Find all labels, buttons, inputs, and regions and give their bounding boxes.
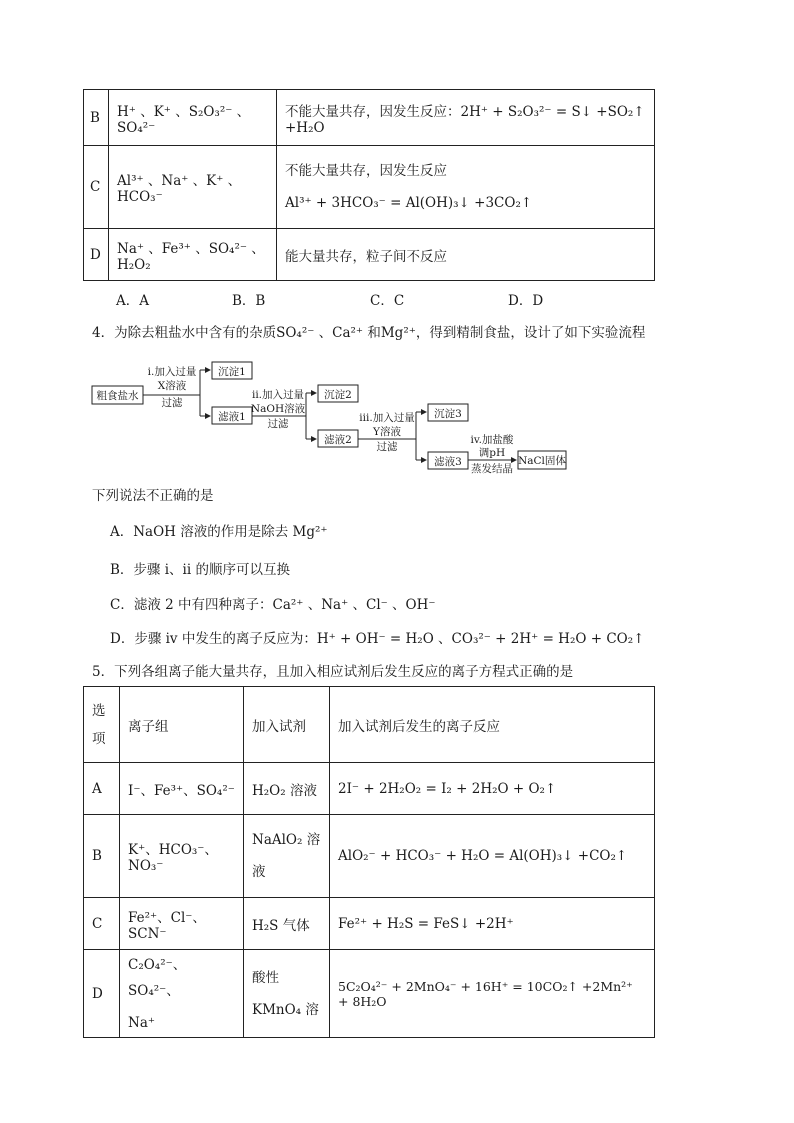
ion-group: K⁺、HCO₃⁻、NO₃⁻	[120, 815, 244, 898]
q4-stem: 4．为除去粗盐水中含有的杂质SO₄²⁻ 、Ca²⁺ 和Mg²⁺，得到精制食盐，设计了如下实验流程	[92, 325, 646, 341]
row-label: A	[84, 763, 120, 815]
q3-option-b[interactable]: B．B	[232, 293, 266, 309]
start-label: 粗食盐水	[96, 390, 139, 402]
reagent: H₂S 气体	[244, 898, 330, 950]
q4-flow-diagram	[88, 356, 578, 478]
header-reagent: 加入试剂	[244, 687, 330, 763]
ion-group	[120, 950, 244, 1038]
step2-line2: NaOH溶液	[250, 403, 306, 415]
step1-line2: X溶液	[157, 380, 187, 392]
ion-group: H⁺ 、K⁺ 、S₂O₃²⁻ 、SO₄²⁻	[109, 90, 277, 146]
q3-option-d[interactable]: D．D	[508, 293, 544, 309]
ion-line: Na⁺	[128, 1014, 155, 1031]
step3-line2: Y溶液	[373, 426, 401, 438]
table-row	[84, 146, 655, 229]
step3-line3: 过滤	[376, 441, 398, 453]
precip2-label: 沉淀2	[324, 389, 352, 401]
table-row	[84, 90, 655, 146]
row-label: B	[84, 815, 120, 898]
table-row	[84, 229, 655, 281]
reaction: 5C₂O₄²⁻ + 2MnO₄⁻ + 16H⁺ = 10CO₂↑ +2Mn²⁺ + 8H₂O	[330, 950, 655, 1038]
row-label: D	[84, 229, 109, 281]
reagent: H₂O₂ 溶液	[244, 763, 330, 815]
product-label: NaCl固体	[518, 455, 566, 467]
row-label: C	[84, 146, 109, 229]
header-option: 选项	[84, 687, 120, 763]
reagent	[244, 950, 330, 1038]
reagent-line: NaAlO₂ 溶	[252, 832, 321, 848]
filtrate3-label: 滤液3	[434, 456, 462, 468]
ion-group: Na⁺ 、Fe³⁺ 、SO₄²⁻ 、H₂O₂	[109, 229, 277, 281]
reaction: Fe²⁺ + H₂S = FeS↓ +2H⁺	[330, 898, 655, 950]
reagent-line: 液	[252, 864, 266, 880]
table-header-row	[84, 687, 655, 763]
table-row	[84, 950, 655, 1038]
reagent	[244, 815, 330, 898]
q5-table	[83, 686, 655, 1038]
reaction-note: 不能大量共存，因发生反应：2H⁺ + S₂O₃²⁻ = S↓ +SO₂↑ +H₂O	[277, 90, 655, 146]
ion-group: Al³⁺ 、Na⁺ 、K⁺ 、HCO₃⁻	[109, 146, 277, 229]
reaction-note	[277, 146, 655, 229]
q4-option-d[interactable]: D．步骤 iv 中发生的离子反应为：H⁺ + OH⁻ = H₂O 、CO₃²⁻ + 2H⁺ = H₂O + CO₂↑	[110, 631, 645, 647]
table-row	[84, 898, 655, 950]
q5-stem: 5．下列各组离子能大量共存，且加入相应试剂后发生反应的离子方程式正确的是	[92, 664, 574, 680]
row-label: B	[84, 90, 109, 146]
q3-table	[83, 89, 655, 281]
step3-line1: iii.加入过量	[359, 412, 415, 424]
header-reaction: 加入试剂后发生的离子反应	[330, 687, 655, 763]
table-row	[84, 763, 655, 815]
ion-group: Fe²⁺、Cl⁻、SCN⁻	[120, 898, 244, 950]
reaction: AlO₂⁻ + HCO₃⁻ + H₂O = Al(OH)₃↓ +CO₂↑	[330, 815, 655, 898]
reaction: 2I⁻ + 2H₂O₂ = I₂ + 2H₂O + O₂↑	[330, 763, 655, 815]
filtrate2-label: 滤液2	[324, 434, 352, 446]
q4-option-c[interactable]: C．滤液 2 中有四种离子：Ca²⁺ 、Na⁺ 、Cl⁻ 、OH⁻	[110, 597, 436, 613]
q3-option-a[interactable]: A．A	[116, 293, 149, 309]
precip1-label: 沉淀1	[218, 366, 246, 378]
reaction-note: 能大量共存，粒子间不反应	[277, 229, 655, 281]
reagent-line: 酸性	[252, 969, 279, 986]
reaction-equation: Al³⁺ + 3HCO₃⁻ = Al(OH)₃↓ +3CO₂↑	[285, 195, 533, 211]
reagent-line: KMnO₄ 溶	[252, 1001, 319, 1018]
step1-line3: 过滤	[161, 397, 183, 409]
ion-line: C₂O₄²⁻、SO₄²⁻、	[128, 956, 187, 999]
row-label: C	[84, 898, 120, 950]
filtrate1-label: 滤液1	[218, 411, 246, 423]
precip3-label: 沉淀3	[434, 408, 462, 420]
step2-line3: 过滤	[267, 418, 289, 430]
step4-line2: 调pH	[478, 447, 506, 459]
table-row	[84, 815, 655, 898]
row-label: D	[84, 950, 120, 1038]
step2-line1: ii.加入过量	[251, 389, 305, 401]
header-ion-group: 离子组	[120, 687, 244, 763]
step4-line3: 蒸发结晶	[471, 463, 513, 475]
q3-option-c[interactable]: C．C	[370, 293, 405, 309]
q4-option-b[interactable]: B．步骤 i、ii 的顺序可以互换	[110, 562, 290, 578]
ion-group: I⁻、Fe³⁺、SO₄²⁻	[120, 763, 244, 815]
q4-option-a[interactable]: A．NaOH 溶液的作用是除去 Mg²⁺	[110, 524, 328, 540]
q4-prompt: 下列说法不正确的是	[92, 488, 214, 504]
step1-line1: i.加入过量	[147, 366, 197, 378]
reaction-note-line: 不能大量共存，因发生反应	[285, 163, 447, 179]
step4-line1: iv.加盐酸	[470, 434, 514, 446]
